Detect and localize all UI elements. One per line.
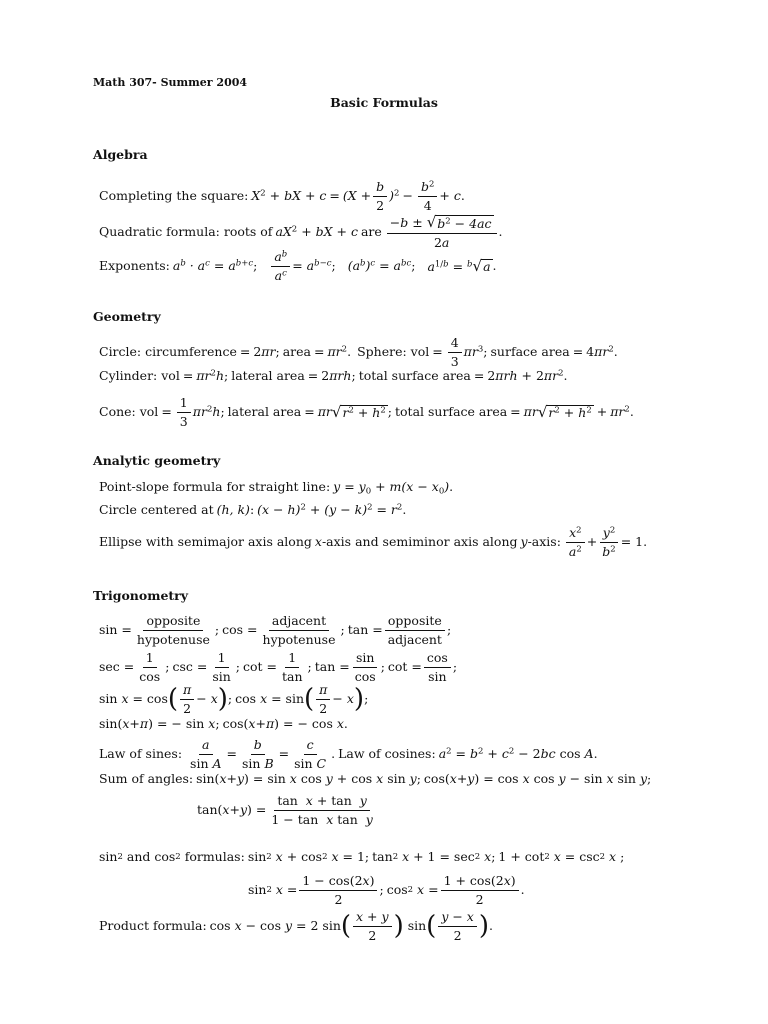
formula-exponents: Exponents: $a^b \cdot a^c = a^{b+c}$ ; $\frac{a^b}{a^c}$ = $a^{b-c}$ ; $(a^b)^c = a^{bc}$ ; $a^{1/b} = ^b$ √ a . xyxy=(99,249,497,283)
formula-pythagorean-identities: sin 2 and cos 2 formulas: sin 2 x + cos 2 x = 1; tan 2 x + 1 = sec 2 x ; 1 + cot 2 x = csc 2 x ; xyxy=(99,849,625,864)
section-heading-analytic-geometry: Analytic geometry xyxy=(93,453,221,468)
section-heading-geometry: Geometry xyxy=(93,309,161,324)
formula-cylinder: Cylinder: vol = $\pi r^2h$ ; lateral area = 2πrh; total surface area = $2\pi rh + 2\pi r^2$. xyxy=(99,368,568,383)
section-heading-trigonometry: Trigonometry xyxy=(93,588,189,603)
document-title: Basic Formulas xyxy=(330,95,438,110)
course-header: Math 307- Summer 2004 xyxy=(93,76,248,89)
formula-cofunction: sin x = cos ( $\frac{\pi}{2}$ − x ) ; cos x = sin ( $\frac{\pi}{2}$ − x ) ; xyxy=(99,682,369,716)
formula-law-of-sines-cosines: Law of sines: $\frac{a}{\text{sin A}}$ = $\frac{b}{\text{sin B}}$ = $\frac{c}{\text{sin C}}$ . Law of cosines: $a^2 = b^2 + c^2$ − 2 bc cos A . xyxy=(99,737,598,771)
formula-basic-trig-ratios: sin = $\frac{\text{opposite}}{\text{hypotenuse}}$ ; cos = $\frac{\text{adjacent}}{\text{hypotenuse}}$ ; tan = $\frac{\text{opposite}}{\text{adjacent}}$ ; xyxy=(99,613,452,647)
formula-quadratic: Quadratic formula: roots of $aX^2$ + bX + c are −b ± √ $b^2 - 4ac$ 2a . xyxy=(99,213,503,250)
formula-reciprocal-trig: sec = $\frac{1}{\cos}$ ; csc = $\frac{1}{\sin}$ ; cot = $\frac{1}{\tan}$ ; tan = $\frac{\sin}{\cos}$ ; cot = $\frac{\cos}{\sin}$ ; xyxy=(99,650,458,684)
formula-circle-centered: Circle centered at (h, k) : $(x - h)^2 + (y - k)^2 = r^2$ . xyxy=(99,502,407,517)
formula-point-slope: Point-slope formula for straight line: $y = y_0 + m(x - x_0)$ . xyxy=(99,479,454,497)
formula-half-angle: sin 2 x = $\frac{1 - \cos(2x)}{2}$ ; cos 2 x = $\frac{1 + \cos(2x)}{2}$ . xyxy=(248,873,525,907)
formula-product: Product formula: cos x − cos y = 2 sin ( $\frac{x + y}{2}$ ) sin ( $\frac{y - x}{2}$ ) . xyxy=(99,909,494,943)
formula-ellipse: Ellipse with semimajor axis along x -axis and semiminor axis along y -axis: $\frac{x^2}{a^2}$ + $\frac{y^2}{b^2}$ = 1. xyxy=(99,525,648,559)
formula-cone: Cone: vol = $\frac{1}{3}$ $\pi r^2h$ ; lateral area = πr √ $r^2 + h^2$ ; total surface area = πr √ $r^2 + h^2$ + $\pi r^2$ . xyxy=(99,395,634,429)
section-heading-algebra: Algebra xyxy=(93,147,148,162)
formula-sum-of-angles: Sum of angles: sin( x + y ) = sin x cos y + cos x sin y ; cos( x + y ) = cos x cos y − sin x sin y ; xyxy=(99,771,652,786)
formula-shift-pi: sin( x + π ) = − sin x ; cos( x + π ) = − cos x . xyxy=(99,716,348,731)
formula-circle-sphere: Circle: circumference = 2πr; area = $\pi r^2$ . Sphere: vol = $\frac{4}{3}$ $\pi r^3$ ; surface area = $4\pi r^2$ . xyxy=(99,335,618,369)
formula-tan-sum: tan( x + y ) = $\frac{\text{tan x + tan y}}{\text{1 − tan x tan y}}$ xyxy=(197,793,373,827)
formula-completing-square: Completing the square: $X^2$ + bX + c = (X + $\frac{b}{2}$ )$^2$ − $\frac{b^2}{4}$ + c . xyxy=(99,179,465,213)
